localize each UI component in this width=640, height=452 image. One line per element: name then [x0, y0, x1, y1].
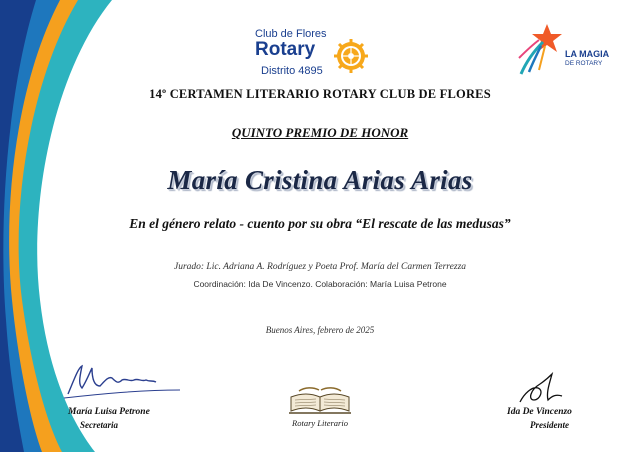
signature-right [510, 372, 570, 408]
signatory-right-role: Presidente [530, 420, 569, 430]
signatory-left-role: Secretaria [80, 420, 118, 430]
district-label: Distrito 4895 [261, 65, 323, 77]
star-swoosh-icon [517, 20, 565, 78]
coordination-line: Coordinación: Ida De Vincenzo. Colaboración: María Luisa Petrone [193, 279, 447, 289]
rotary-wordmark: Rotary [255, 39, 316, 60]
award-title: QUINTO PREMIO DE HONOR [231, 125, 409, 140]
work-line: En el género relato - cuento por su obra “El rescate de las medusas” [129, 216, 511, 231]
signature-left [60, 360, 190, 402]
footer-logo-caption: Rotary Literario [292, 418, 348, 428]
club-name: Club de Flores [255, 28, 327, 40]
magia-subtitle: DE ROTARY [565, 60, 603, 67]
la-magia-de-rotary-logo [517, 20, 617, 80]
rotary-wheel-icon [334, 39, 368, 73]
winner-name: María Cristina Arias Arias [167, 165, 473, 195]
jury-line: Jurado: Lic. Adriana A. Rodríguez y Poeta Prof. María del Carmen Terrezza [173, 262, 467, 272]
signatory-left-name: María Luisa Petrone [68, 407, 150, 417]
signatory-right-name: Ida De Vincenzo [507, 407, 572, 417]
open-book-icon [285, 385, 355, 417]
contest-title: 14º CERTAMEN LITERARIO ROTARY CLUB DE FLORES [149, 87, 491, 101]
magia-title: LA MAGIA [565, 49, 610, 59]
rotary-club-logo [255, 28, 375, 78]
place-date: Buenos Aires, febrero de 2025 [265, 325, 375, 335]
